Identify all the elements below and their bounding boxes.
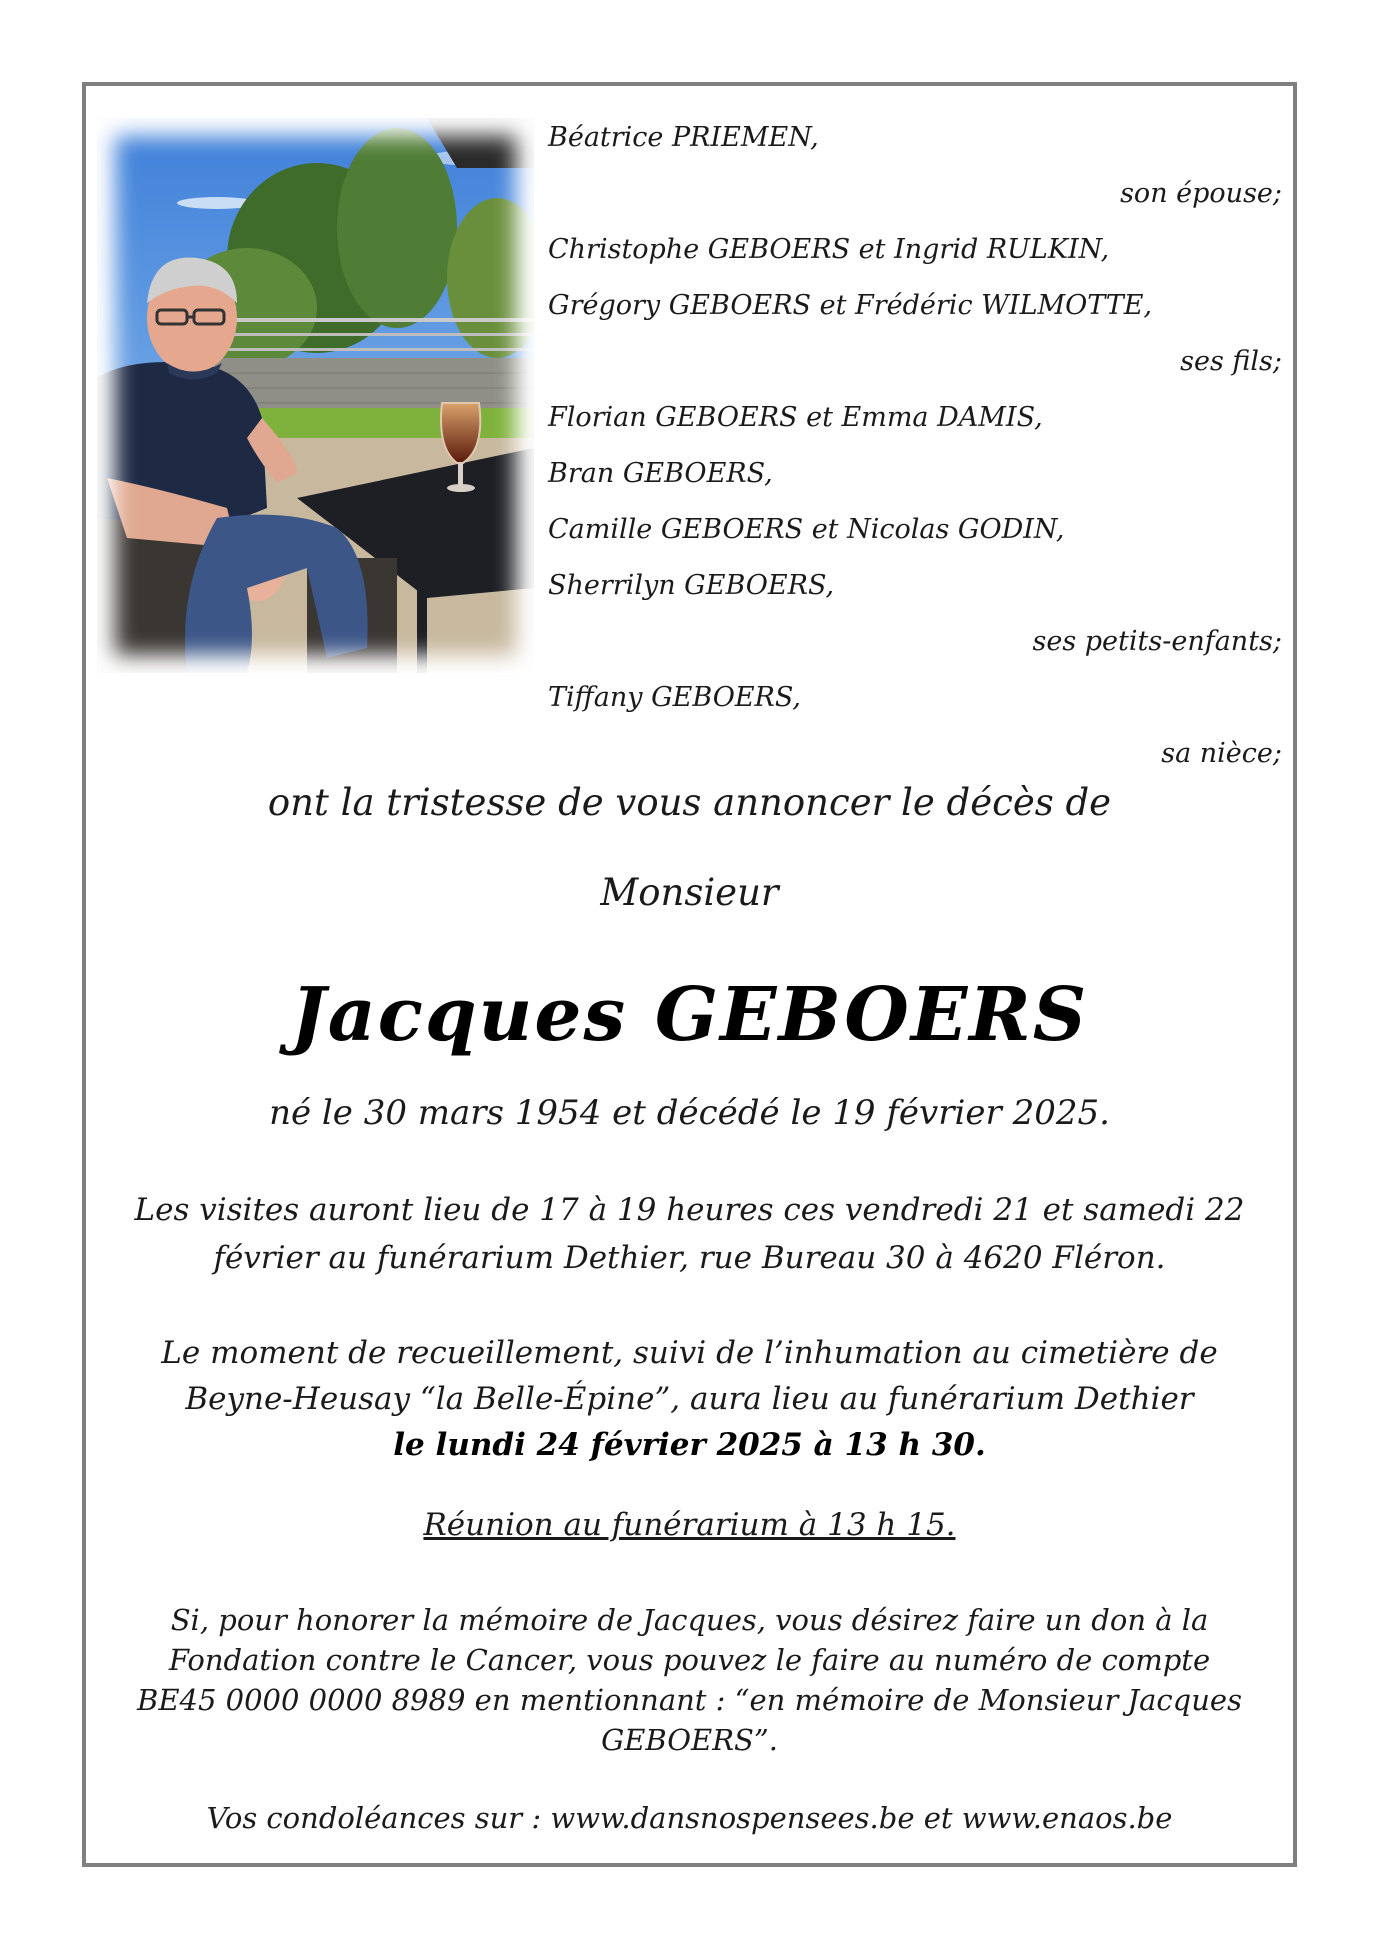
family-line: Florian GEBOERS et Emma DAMIS,	[548, 402, 1043, 433]
announcement-text: ont la tristesse de vous annoncer le décès de	[267, 781, 1112, 824]
condolences-text: Vos condoléances sur : www.dansnospensees.be et www.enaos.be	[206, 1801, 1173, 1835]
portrait-photo	[97, 118, 534, 673]
family-line: Bran GEBOERS,	[548, 458, 773, 489]
relation-label: ses petits-enfants;	[1032, 626, 1282, 657]
donation-line: BE45 0000 0000 8989 en mentionnant : “en mémoire de Monsieur Jacques	[137, 1683, 1242, 1717]
family-line: Sherrilyn GEBOERS,	[548, 570, 835, 601]
reunion-info	[82, 1502, 1297, 1548]
family-line: Christophe GEBOERS et Ingrid RULKIN,	[548, 234, 1110, 265]
birth-death-dates: né le 30 mars 1954 et décédé le 19 février 2025.	[269, 1093, 1110, 1133]
donation-line: Fondation contre le Cancer, vous pouvez le faire au numéro de compte	[168, 1643, 1211, 1677]
family-list	[548, 110, 1282, 782]
relation-label: ses fils;	[1180, 346, 1282, 377]
ceremony-info	[82, 1330, 1297, 1468]
ceremony-date: le lundi 24 février 2025 à 13 h 30.	[393, 1427, 986, 1463]
ceremony-line: Le moment de recueillement, suivi de l’inhumation au cimetière de	[161, 1335, 1218, 1371]
visits-line: février au funérarium Dethier, rue Bureau 30 à 4620 Fléron.	[213, 1240, 1166, 1276]
relation-label: sa nièce;	[1161, 738, 1282, 769]
honorific: Monsieur	[600, 871, 779, 914]
visits-info	[82, 1186, 1297, 1282]
deceased-name: Jacques GEBOERS	[290, 972, 1089, 1058]
family-line: Tiffany GEBOERS,	[548, 682, 802, 713]
donation-line: GEBOERS”.	[601, 1723, 778, 1757]
visits-line: Les visites auront lieu de 17 à 19 heures ces vendredi 21 et samedi 22	[134, 1192, 1245, 1228]
ceremony-line: Beyne-Heusay “la Belle-Épine”, aura lieu au funérarium Dethier	[185, 1381, 1194, 1417]
family-line: Camille GEBOERS et Nicolas GODIN,	[548, 514, 1065, 545]
relation-label: son épouse;	[1120, 178, 1282, 209]
family-line: Grégory GEBOERS et Frédéric WILMOTTE,	[548, 290, 1153, 321]
donation-line: Si, pour honorer la mémoire de Jacques, vous désirez faire un don à la	[170, 1603, 1209, 1637]
donation-info	[82, 1600, 1297, 1760]
reunion-text: Réunion au funérarium à 13 h 15.	[423, 1507, 956, 1543]
family-line: Béatrice PRIEMEN,	[548, 122, 819, 153]
